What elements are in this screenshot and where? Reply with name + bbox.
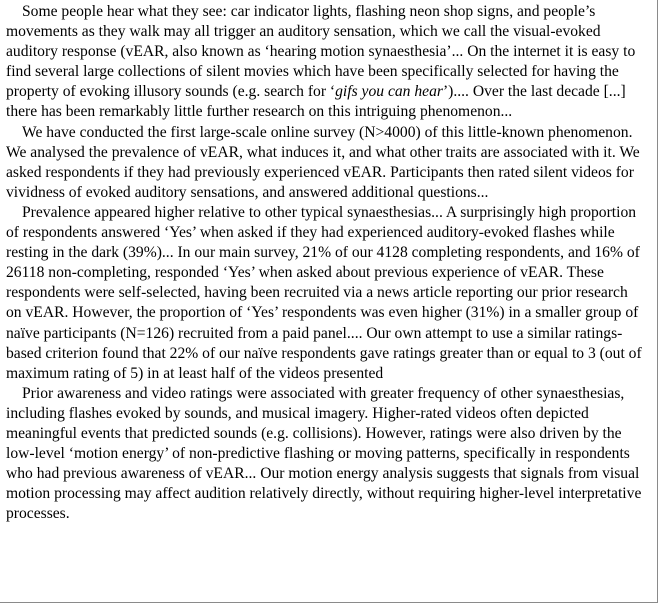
paragraph-awareness <box>6 384 647 525</box>
text-segment: Prior awareness and video ratings were associated with greater frequency of other synaesthesias, including flashes evoked by sounds, and musical imagery. Higher-rated videos often depicted meaningful events that predicted sounds (e.g. collisions). However, ratings were also driven by the low-level ‘motion energy’ of non-predictive flashing or moving patterns, specifically in respondents who had previous awareness of vEAR... Our motion energy analysis suggests that signals from visual motion processing may affect audition relatively directly, without requiring higher-level interpretative processes. <box>6 384 642 523</box>
paragraph-intro <box>6 2 647 123</box>
paragraph-prevalence <box>6 203 647 384</box>
text-segment-italic: gifs you can hear <box>335 83 443 101</box>
paragraph-survey <box>6 123 647 203</box>
text-segment: Some people hear what they see: car indicator lights, flashing neon shop signs, and people’s movements as they walk may all trigger an auditory sensation, which we call the visual-evoked auditory response (vEAR, also known as ‘hearing motion synaesthesia’... On the internet it is easy to find several large collections of silent movies which have been specifically selected for having the property of evoking illusory sounds (e.g. search for ‘ <box>6 3 636 101</box>
text-segment: We have conducted the first large-scale online survey (N>4000) of this little-known phenomenon. We analysed the prevalence of vEAR, what induces it, and what other traits are associated with it. We asked respondents if they had previously experienced vEAR. Participants then rated silent videos for vividness of evoked auditory sensations, and answered additional questions... <box>6 123 640 201</box>
text-segment: ’).... Over the last decade [...] there has been remarkably little further research on this intriguing phenomenon... <box>6 83 626 121</box>
text-segment: Prevalence appeared higher relative to other typical synaesthesias... A surprisingly high proportion of respondents answered ‘Yes’ when asked if they had experienced auditory-evoked flashes while resting in the dark (39%)... In our main survey, 21% of our 4128 completing respondents, and 16% of 26118 non-completing, responded ‘Yes’ when asked about previous experience of vEAR. These respondents were self-selected, having been recruited via a news article reporting our prior research on vEAR. However, the proportion of ‘Yes’ respondents was even higher (31%) in a smaller group of naïve participants (N=126) recruited from a paid panel.... Our own attempt to use a similar ratings-based criterion found that 22% of our naïve respondents gave ratings greater than or equal to 3 (out of maximum rating of 5) in at least half of the videos presented <box>6 203 642 382</box>
